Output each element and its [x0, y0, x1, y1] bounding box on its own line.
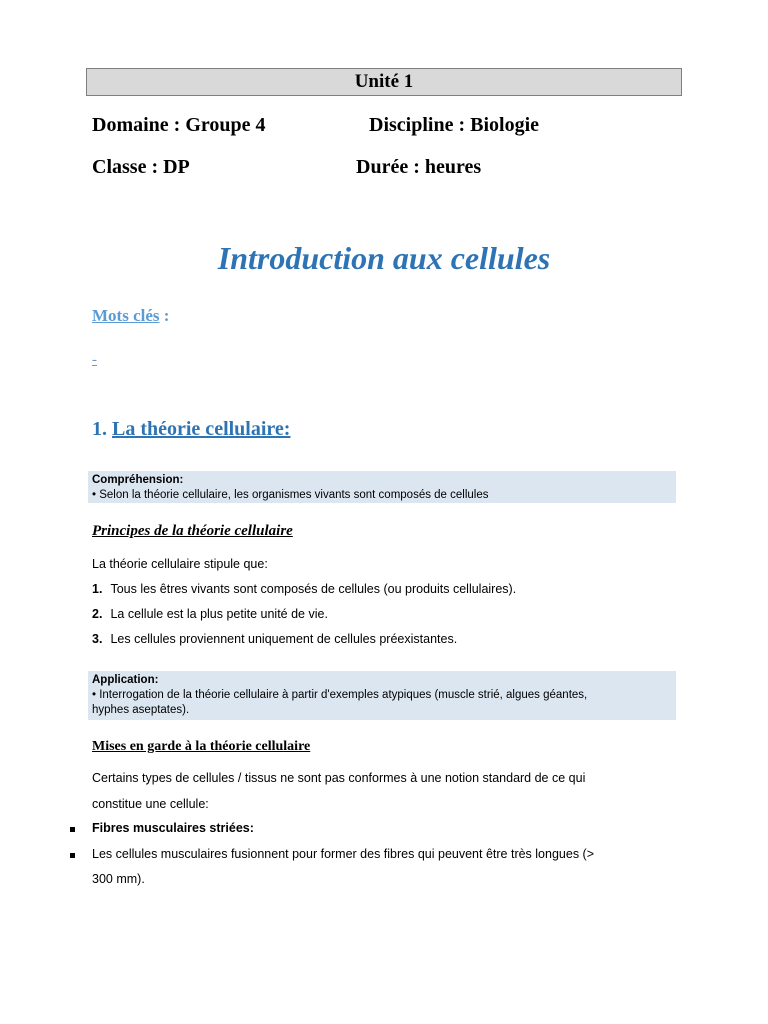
warning-bullet-2-line-1: Les cellules musculaires fusionnent pour former des fibres qui peuvent être très longues (>	[92, 847, 595, 861]
keywords-colon: :	[159, 306, 170, 325]
square-bullet-icon	[70, 827, 75, 832]
section-1-heading	[92, 418, 290, 441]
warning-bullet-2-line-2: 300 mm).	[92, 872, 145, 886]
keywords-heading	[92, 306, 169, 326]
document-title: Introduction aux cellules	[217, 240, 551, 276]
application-box	[88, 671, 676, 720]
principle-text: La cellule est la plus petite unité de vie.	[110, 607, 328, 621]
principle-item-1	[92, 582, 516, 596]
warnings-intro-line-1: Certains types de cellules / tissus ne sont pas conformes à une notion standard de ce qui	[92, 771, 586, 785]
warning-bullet-1: Fibres musculaires striées:	[92, 821, 254, 835]
unit-title: Unité 1	[354, 71, 414, 92]
application-text-line-2: hyphes aseptates).	[92, 704, 190, 716]
unit-title-box	[86, 68, 682, 96]
principle-item-3	[92, 632, 457, 646]
principles-heading: Principes de la théorie cellulaire	[92, 523, 293, 539]
principle-text: Tous les êtres vivants sont composés de cellules (ou produits cellulaires).	[110, 582, 517, 596]
principle-item-2	[92, 607, 328, 621]
warnings-intro-line-2: constitue une cellule:	[92, 797, 209, 811]
principle-number: 1.	[92, 582, 103, 596]
section-1-title: La théorie cellulaire:	[112, 418, 291, 440]
principles-intro: La théorie cellulaire stipule que:	[92, 557, 268, 571]
warnings-heading: Mises en garde à la théorie cellulaire	[92, 739, 311, 754]
comprehension-text: • Selon la théorie cellulaire, les organismes vivants sont composés de cellules	[92, 489, 489, 501]
keywords-dash: -	[92, 352, 97, 368]
domaine-field: Domaine : Groupe 4	[92, 114, 266, 136]
comprehension-label: Compréhension:	[92, 474, 184, 486]
keywords-label: Mots clés	[92, 306, 160, 325]
square-bullet-icon	[70, 853, 75, 858]
principle-number: 2.	[92, 607, 103, 621]
application-label: Application:	[92, 674, 159, 686]
discipline-field: Discipline : Biologie	[369, 114, 539, 136]
principle-text: Les cellules proviennent uniquement de cellules préexistantes.	[110, 632, 458, 646]
principle-number: 3.	[92, 632, 103, 646]
comprehension-box	[88, 471, 676, 503]
classe-field: Classe : DP	[92, 156, 190, 178]
section-1-number: 1.	[92, 418, 107, 440]
duree-field: Durée : heures	[356, 156, 482, 178]
application-text-line-1: • Interrogation de la théorie cellulaire à partir d'exemples atypiques (muscle strié, algues géantes,	[92, 689, 588, 701]
